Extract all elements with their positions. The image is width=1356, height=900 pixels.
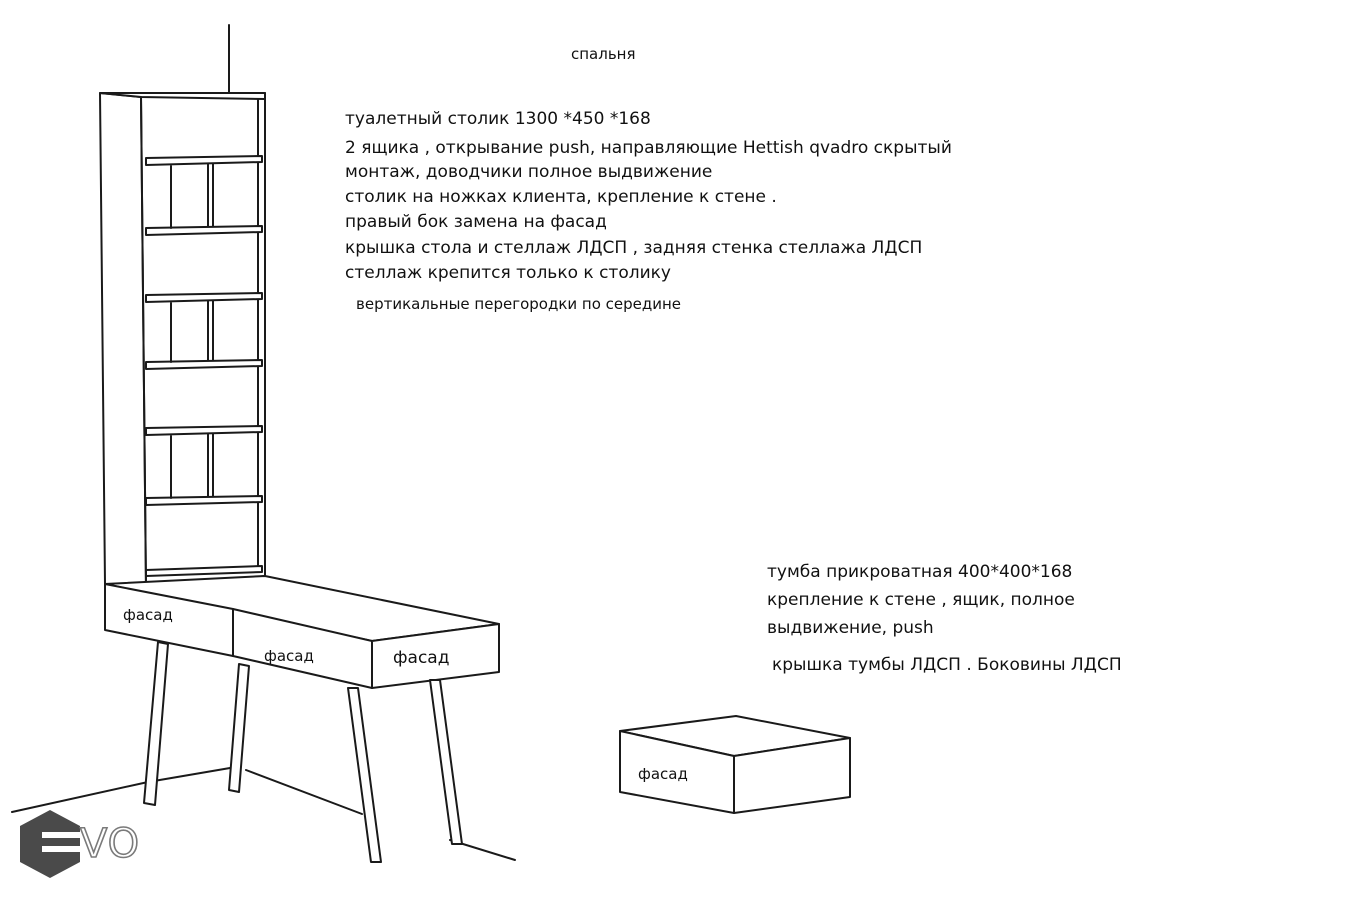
- nightstand-note-line: выдвижение, push: [767, 618, 934, 638]
- page-title: спальня: [571, 45, 636, 63]
- table-note-line: монтаж, доводчики полное выдвижение: [345, 162, 713, 182]
- nightstand-note-extra: крышка тумбы ЛДСП . Боковины ЛДСП: [772, 655, 1122, 675]
- table-note-line: туалетный столик 1300 *450 *168: [345, 109, 651, 129]
- nightstand-note-line: тумба прикроватная 400*400*168: [767, 562, 1073, 582]
- table-note-line: 2 ящика , открывание push, направляющие Hettish qvadro скрытый: [345, 138, 952, 158]
- shelving-unit: [100, 93, 265, 588]
- facade-label-nightstand: фасад: [638, 765, 688, 783]
- table-note-line: правый бок замена на фасад: [345, 212, 607, 232]
- table-note-line: стеллаж крепится только к столику: [345, 263, 671, 283]
- logo-hexagon-icon: [20, 810, 82, 878]
- table-note-line: столик на ножках клиента, крепление к стене .: [345, 187, 777, 207]
- nightstand-note-line: крепление к стене , ящик, полное: [767, 590, 1075, 610]
- table-note-extra: вертикальные перегородки по середине: [356, 295, 682, 313]
- facade-label-drawer-left: фасад: [264, 647, 314, 665]
- table-note-line: крышка стола и стеллаж ЛДСП , задняя стенка стеллажа ЛДСП: [345, 238, 923, 258]
- facade-label-side: фасад: [123, 606, 173, 624]
- logo-text: VO: [80, 821, 141, 867]
- facade-label-drawer-right: фасад: [393, 648, 450, 668]
